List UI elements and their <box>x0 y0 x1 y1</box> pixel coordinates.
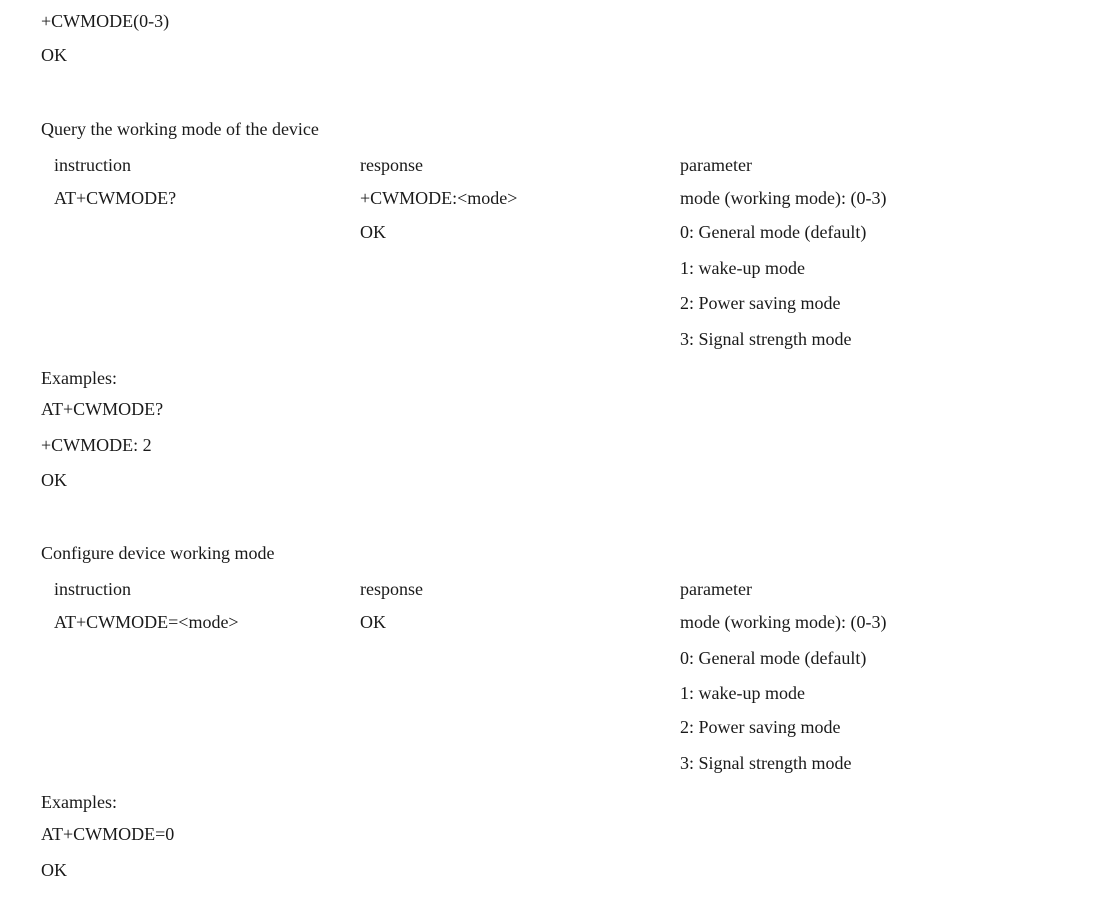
column-header-parameter: parameter <box>680 579 752 599</box>
section-heading: Configure device working mode <box>41 543 275 563</box>
parameter-line: 0: General mode (default) <box>680 222 867 242</box>
parameter-line: 1: wake-up mode <box>680 683 805 703</box>
parameter-line: mode (working mode): (0-3) <box>680 612 887 632</box>
column-header-response: response <box>360 155 423 175</box>
example-line: OK <box>41 470 67 490</box>
section-heading: Query the working mode of the device <box>41 119 319 139</box>
parameter-line: 2: Power saving mode <box>680 293 841 313</box>
column-header-instruction: instruction <box>54 579 131 599</box>
parameter-line: 3: Signal strength mode <box>680 329 852 349</box>
example-line: AT+CWMODE? <box>41 399 164 419</box>
column-header-parameter: parameter <box>680 155 752 175</box>
parameter-line: 2: Power saving mode <box>680 717 841 737</box>
example-line: AT+CWMODE=0 <box>41 824 175 844</box>
instruction-cell: AT+CWMODE=<mode> <box>54 612 239 632</box>
response-cell: OK <box>360 222 386 242</box>
examples-label: Examples: <box>41 792 117 812</box>
instruction-cell: AT+CWMODE? <box>54 188 177 208</box>
column-header-instruction: instruction <box>54 155 131 175</box>
intro-line: +CWMODE(0-3) <box>41 11 170 31</box>
parameter-line: 0: General mode (default) <box>680 648 867 668</box>
response-cell: +CWMODE:<mode> <box>360 188 518 208</box>
examples-label: Examples: <box>41 368 117 388</box>
parameter-line: 1: wake-up mode <box>680 258 805 278</box>
example-line: OK <box>41 860 67 880</box>
parameter-line: mode (working mode): (0-3) <box>680 188 887 208</box>
response-cell: OK <box>360 612 386 632</box>
column-header-response: response <box>360 579 423 599</box>
parameter-line: 3: Signal strength mode <box>680 753 852 773</box>
example-line: +CWMODE: 2 <box>41 435 152 455</box>
intro-line: OK <box>41 45 67 65</box>
